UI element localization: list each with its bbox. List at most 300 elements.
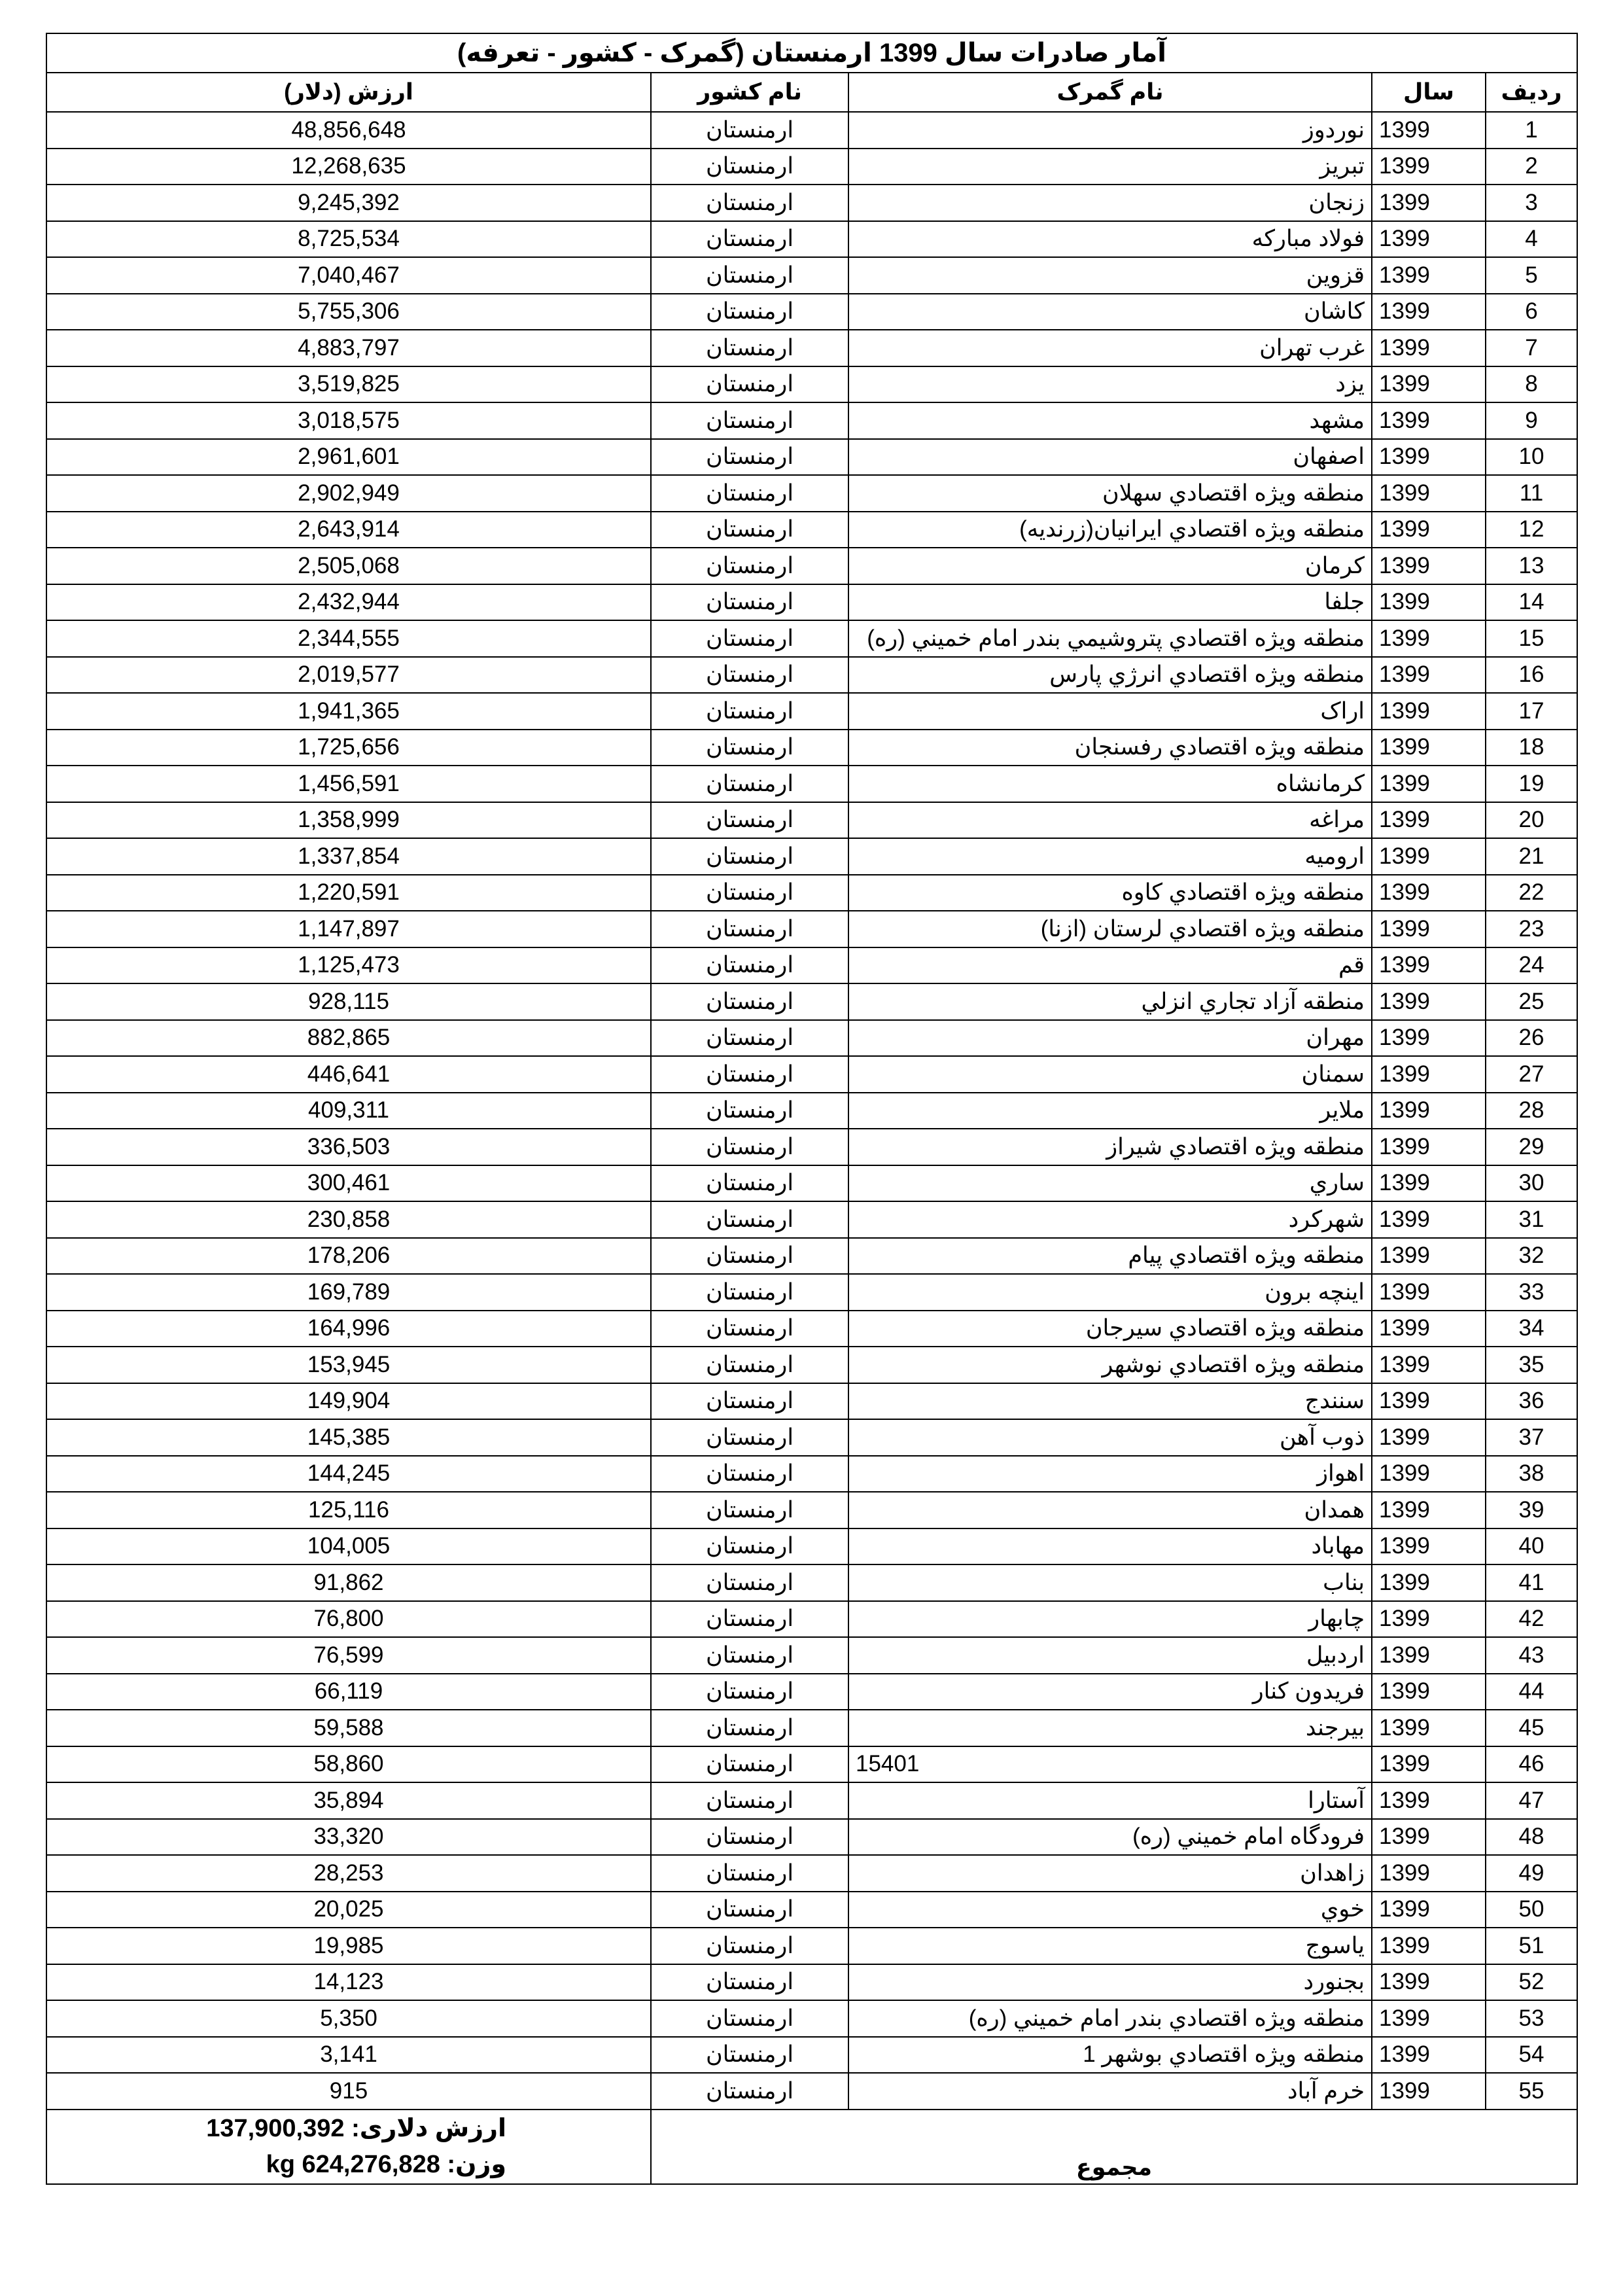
cell-customs: غرب تهران — [848, 330, 1372, 366]
cell-country: ارمنستان — [651, 2000, 848, 2037]
table-row — [46, 1710, 1577, 1746]
cell-country: ارمنستان — [651, 1710, 848, 1746]
table-row — [46, 2037, 1577, 2074]
cell-year: 1399 — [1372, 1129, 1486, 1165]
table-row — [46, 439, 1577, 476]
cell-country: ارمنستان — [651, 1674, 848, 1710]
cell-value: 20,025 — [46, 1892, 651, 1928]
cell-year: 1399 — [1372, 149, 1486, 185]
cell-customs: منطقه ويژه اقتصادي پيام — [848, 1238, 1372, 1275]
cell-row-number: 3 — [1486, 185, 1577, 221]
cell-year: 1399 — [1372, 1020, 1486, 1057]
cell-year: 1399 — [1372, 2000, 1486, 2037]
cell-country: ارمنستان — [651, 1238, 848, 1275]
cell-year: 1399 — [1372, 983, 1486, 1020]
cell-row-number: 54 — [1486, 2037, 1577, 2074]
table-row — [46, 1311, 1577, 1347]
cell-row-number: 35 — [1486, 1347, 1577, 1383]
totals-row — [46, 2110, 1577, 2184]
table-row — [46, 693, 1577, 730]
cell-value: 3,018,575 — [46, 402, 651, 439]
table-row — [46, 330, 1577, 366]
table-row — [46, 657, 1577, 694]
cell-customs: منطقه ويژه اقتصادي ايرانيان(زرنديه) — [848, 512, 1372, 548]
cell-year: 1399 — [1372, 1855, 1486, 1892]
cell-year: 1399 — [1372, 1964, 1486, 2001]
cell-country: ارمنستان — [651, 1274, 848, 1311]
cell-customs: بناب — [848, 1564, 1372, 1601]
cell-customs: منطقه آزاد تجاري انزلي — [848, 983, 1372, 1020]
cell-year: 1399 — [1372, 1056, 1486, 1093]
cell-row-number: 9 — [1486, 402, 1577, 439]
table-row — [46, 1964, 1577, 2001]
cell-year: 1399 — [1372, 693, 1486, 730]
cell-customs: اردبيل — [848, 1637, 1372, 1674]
cell-customs: قزوين — [848, 257, 1372, 294]
cell-row-number: 40 — [1486, 1528, 1577, 1565]
cell-country: ارمنستان — [651, 730, 848, 766]
table-row — [46, 2000, 1577, 2037]
cell-value: 28,253 — [46, 1855, 651, 1892]
table-row — [46, 1674, 1577, 1710]
cell-value: 882,865 — [46, 1020, 651, 1057]
cell-customs: منطقه ويژه اقتصادي لرستان (ازنا) — [848, 911, 1372, 947]
cell-value: 3,519,825 — [46, 366, 651, 403]
cell-customs: مشهد — [848, 402, 1372, 439]
table-row — [46, 1928, 1577, 1964]
table-row — [46, 1165, 1577, 1202]
cell-value: 2,902,949 — [46, 475, 651, 512]
cell-customs: مراغه — [848, 802, 1372, 839]
cell-year: 1399 — [1372, 1456, 1486, 1492]
cell-year: 1399 — [1372, 1238, 1486, 1275]
table-row — [46, 1419, 1577, 1456]
cell-country: ارمنستان — [651, 1819, 848, 1856]
cell-value: 2,505,068 — [46, 548, 651, 584]
cell-value: 178,206 — [46, 1238, 651, 1275]
cell-value: 300,461 — [46, 1165, 651, 1202]
table-row — [46, 149, 1577, 185]
cell-value: 230,858 — [46, 1201, 651, 1238]
table-row — [46, 1746, 1577, 1783]
cell-year: 1399 — [1372, 112, 1486, 149]
cell-year: 1399 — [1372, 620, 1486, 657]
cell-row-number: 2 — [1486, 149, 1577, 185]
cell-country: ارمنستان — [651, 1528, 848, 1565]
cell-value: 2,432,944 — [46, 584, 651, 621]
cell-country: ارمنستان — [651, 1383, 848, 1420]
cell-country: ارمنستان — [651, 875, 848, 911]
cell-year: 1399 — [1372, 911, 1486, 947]
header-row-number: ردیف — [1486, 73, 1577, 112]
cell-value: 104,005 — [46, 1528, 651, 1565]
cell-value: 915 — [46, 2073, 651, 2110]
cell-year: 1399 — [1372, 439, 1486, 476]
cell-country: ارمنستان — [651, 1456, 848, 1492]
cell-country: ارمنستان — [651, 439, 848, 476]
cell-value: 4,883,797 — [46, 330, 651, 366]
title-row — [46, 33, 1577, 73]
table-row — [46, 221, 1577, 258]
cell-year: 1399 — [1372, 475, 1486, 512]
cell-row-number: 16 — [1486, 657, 1577, 694]
cell-country: ارمنستان — [651, 584, 848, 621]
cell-customs: منطقه ويژه اقتصادي شيراز — [848, 1129, 1372, 1165]
cell-value: 153,945 — [46, 1347, 651, 1383]
cell-country: ارمنستان — [651, 1637, 848, 1674]
cell-value: 2,019,577 — [46, 657, 651, 694]
cell-year: 1399 — [1372, 875, 1486, 911]
cell-value: 1,725,656 — [46, 730, 651, 766]
cell-value: 2,344,555 — [46, 620, 651, 657]
cell-value: 1,125,473 — [46, 947, 651, 984]
cell-year: 1399 — [1372, 1601, 1486, 1638]
cell-year: 1399 — [1372, 1637, 1486, 1674]
cell-value: 1,220,591 — [46, 875, 651, 911]
cell-country: ارمنستان — [651, 802, 848, 839]
cell-value: 1,147,897 — [46, 911, 651, 947]
cell-value: 12,268,635 — [46, 149, 651, 185]
cell-year: 1399 — [1372, 366, 1486, 403]
cell-country: ارمنستان — [651, 911, 848, 947]
cell-year: 1399 — [1372, 1892, 1486, 1928]
cell-row-number: 46 — [1486, 1746, 1577, 1783]
cell-value: 3,141 — [46, 2037, 651, 2074]
cell-value: 2,961,601 — [46, 439, 651, 476]
cell-customs: كاشان — [848, 294, 1372, 330]
cell-country: ارمنستان — [651, 1419, 848, 1456]
cell-country: ارمنستان — [651, 1311, 848, 1347]
cell-country: ارمنستان — [651, 1746, 848, 1783]
cell-customs: ملاير — [848, 1093, 1372, 1129]
table-row — [46, 1492, 1577, 1528]
totals-cell — [46, 2110, 651, 2184]
cell-customs: فرودگاه امام خميني (ره) — [848, 1819, 1372, 1856]
cell-country: ارمنستان — [651, 766, 848, 802]
cell-row-number: 42 — [1486, 1601, 1577, 1638]
cell-year: 1399 — [1372, 294, 1486, 330]
cell-row-number: 29 — [1486, 1129, 1577, 1165]
table-row — [46, 512, 1577, 548]
cell-value: 8,725,534 — [46, 221, 651, 258]
cell-value: 9,245,392 — [46, 185, 651, 221]
cell-customs: فولاد مباركه — [848, 221, 1372, 258]
cell-year: 1399 — [1372, 1746, 1486, 1783]
cell-value: 446,641 — [46, 1056, 651, 1093]
cell-customs: منطقه ويژه اقتصادي رفسنجان — [848, 730, 1372, 766]
cell-row-number: 45 — [1486, 1710, 1577, 1746]
cell-customs: منطقه ويژه اقتصادي بوشهر 1 — [848, 2037, 1372, 2074]
cell-year: 1399 — [1372, 584, 1486, 621]
table-row — [46, 911, 1577, 947]
cell-year: 1399 — [1372, 730, 1486, 766]
cell-customs: ياسوج — [848, 1928, 1372, 1964]
cell-customs: كرمان — [848, 548, 1372, 584]
table-row — [46, 730, 1577, 766]
cell-country: ارمنستان — [651, 1892, 848, 1928]
cell-value: 1,941,365 — [46, 693, 651, 730]
table-row — [46, 766, 1577, 802]
cell-row-number: 47 — [1486, 1782, 1577, 1819]
cell-year: 1399 — [1372, 838, 1486, 875]
cell-country: ارمنستان — [651, 1964, 848, 2001]
cell-value: 1,358,999 — [46, 802, 651, 839]
cell-year: 1399 — [1372, 1383, 1486, 1420]
table-row — [46, 1819, 1577, 1856]
cell-country: ارمنستان — [651, 620, 848, 657]
cell-country: ارمنستان — [651, 1347, 848, 1383]
cell-value: 928,115 — [46, 983, 651, 1020]
cell-year: 1399 — [1372, 1311, 1486, 1347]
table-row — [46, 1347, 1577, 1383]
cell-country: ارمنستان — [651, 1056, 848, 1093]
cell-country: ارمنستان — [651, 1129, 848, 1165]
cell-row-number: 41 — [1486, 1564, 1577, 1601]
cell-customs: خوي — [848, 1892, 1372, 1928]
cell-country: ارمنستان — [651, 2073, 848, 2110]
cell-year: 1399 — [1372, 221, 1486, 258]
cell-row-number: 22 — [1486, 875, 1577, 911]
cell-customs: منطقه ويژه اقتصادي بندر امام خميني (ره) — [848, 2000, 1372, 2037]
cell-customs: زنجان — [848, 185, 1372, 221]
cell-row-number: 12 — [1486, 512, 1577, 548]
cell-country: ارمنستان — [651, 838, 848, 875]
cell-country: ارمنستان — [651, 1165, 848, 1202]
cell-row-number: 23 — [1486, 911, 1577, 947]
cell-value: 19,985 — [46, 1928, 651, 1964]
cell-year: 1399 — [1372, 802, 1486, 839]
cell-year: 1399 — [1372, 185, 1486, 221]
cell-country: ارمنستان — [651, 512, 848, 548]
cell-year: 1399 — [1372, 1347, 1486, 1383]
cell-customs: تبريز — [848, 149, 1372, 185]
cell-customs: مهاباد — [848, 1528, 1372, 1565]
cell-customs: اراک — [848, 693, 1372, 730]
cell-country: ارمنستان — [651, 149, 848, 185]
table-row — [46, 1528, 1577, 1565]
cell-row-number: 32 — [1486, 1238, 1577, 1275]
cell-row-number: 19 — [1486, 766, 1577, 802]
cell-customs: فريدون كنار — [848, 1674, 1372, 1710]
cell-customs: كرمانشاه — [848, 766, 1372, 802]
cell-customs: منطقه ويژه اقتصادي پتروشيمي بندر امام خميني (ره) — [848, 620, 1372, 657]
cell-country: ارمنستان — [651, 1093, 848, 1129]
cell-year: 1399 — [1372, 402, 1486, 439]
cell-row-number: 5 — [1486, 257, 1577, 294]
cell-year: 1399 — [1372, 1201, 1486, 1238]
cell-row-number: 13 — [1486, 548, 1577, 584]
cell-year: 1399 — [1372, 548, 1486, 584]
cell-year: 1399 — [1372, 1528, 1486, 1565]
cell-customs: بيرجند — [848, 1710, 1372, 1746]
cell-customs: 15401 — [848, 1746, 1372, 1783]
total-value: ارزش دلاری: 137,900,392 — [206, 2114, 506, 2142]
cell-value: 5,755,306 — [46, 294, 651, 330]
cell-country: ارمنستان — [651, 1782, 848, 1819]
cell-row-number: 43 — [1486, 1637, 1577, 1674]
cell-row-number: 6 — [1486, 294, 1577, 330]
cell-customs: يزد — [848, 366, 1372, 403]
cell-year: 1399 — [1372, 1492, 1486, 1528]
cell-value: 58,860 — [46, 1746, 651, 1783]
table-row — [46, 1274, 1577, 1311]
cell-customs: خرم آباد — [848, 2073, 1372, 2110]
table-title: آمار صادرات سال 1399 ارمنستان (گمرک - کشور - تعرفه) — [46, 33, 1577, 73]
cell-customs: قم — [848, 947, 1372, 984]
cell-row-number: 51 — [1486, 1928, 1577, 1964]
cell-year: 1399 — [1372, 1782, 1486, 1819]
cell-year: 1399 — [1372, 1674, 1486, 1710]
table-row — [46, 1201, 1577, 1238]
cell-country: ارمنستان — [651, 1855, 848, 1892]
cell-value: 76,599 — [46, 1637, 651, 1674]
cell-row-number: 38 — [1486, 1456, 1577, 1492]
cell-customs: سنندج — [848, 1383, 1372, 1420]
cell-customs: ذوب آهن — [848, 1419, 1372, 1456]
cell-country: ارمنستان — [651, 475, 848, 512]
cell-row-number: 52 — [1486, 1964, 1577, 2001]
cell-value: 145,385 — [46, 1419, 651, 1456]
cell-customs: منطقه ويژه اقتصادي انرژي پارس — [848, 657, 1372, 694]
cell-country: ارمنستان — [651, 366, 848, 403]
table-row — [46, 257, 1577, 294]
cell-country: ارمنستان — [651, 983, 848, 1020]
cell-year: 1399 — [1372, 766, 1486, 802]
table-row — [46, 802, 1577, 839]
cell-row-number: 25 — [1486, 983, 1577, 1020]
cell-country: ارمنستان — [651, 1492, 848, 1528]
cell-row-number: 4 — [1486, 221, 1577, 258]
cell-row-number: 30 — [1486, 1165, 1577, 1202]
cell-year: 1399 — [1372, 1165, 1486, 1202]
cell-customs: اروميه — [848, 838, 1372, 875]
cell-customs: مهران — [848, 1020, 1372, 1057]
table-row — [46, 185, 1577, 221]
cell-customs: ساري — [848, 1165, 1372, 1202]
cell-value: 149,904 — [46, 1383, 651, 1420]
cell-row-number: 14 — [1486, 584, 1577, 621]
table-row — [46, 2073, 1577, 2110]
cell-country: ارمنستان — [651, 185, 848, 221]
cell-country: ارمنستان — [651, 2037, 848, 2074]
table-row — [46, 1020, 1577, 1057]
cell-row-number: 49 — [1486, 1855, 1577, 1892]
cell-year: 1399 — [1372, 2073, 1486, 2110]
cell-year: 1399 — [1372, 512, 1486, 548]
cell-row-number: 33 — [1486, 1274, 1577, 1311]
cell-customs: منطقه ويژه اقتصادي سهلان — [848, 475, 1372, 512]
cell-value: 1,456,591 — [46, 766, 651, 802]
cell-year: 1399 — [1372, 1928, 1486, 1964]
cell-row-number: 20 — [1486, 802, 1577, 839]
cell-country: ارمنستان — [651, 112, 848, 149]
cell-row-number: 50 — [1486, 1892, 1577, 1928]
cell-country: ارمنستان — [651, 947, 848, 984]
cell-customs: شهركرد — [848, 1201, 1372, 1238]
table-row — [46, 475, 1577, 512]
table-row — [46, 620, 1577, 657]
cell-country: ارمنستان — [651, 1928, 848, 1964]
cell-value: 14,123 — [46, 1964, 651, 2001]
cell-row-number: 44 — [1486, 1674, 1577, 1710]
cell-row-number: 36 — [1486, 1383, 1577, 1420]
cell-year: 1399 — [1372, 1419, 1486, 1456]
cell-country: ارمنستان — [651, 693, 848, 730]
cell-row-number: 8 — [1486, 366, 1577, 403]
cell-value: 336,503 — [46, 1129, 651, 1165]
header-country: نام کشور — [651, 73, 848, 112]
cell-country: ارمنستان — [651, 1201, 848, 1238]
cell-customs: چابهار — [848, 1601, 1372, 1638]
table-row — [46, 1892, 1577, 1928]
cell-row-number: 17 — [1486, 693, 1577, 730]
sum-label: مجموع — [651, 2110, 1577, 2184]
table-row — [46, 1782, 1577, 1819]
cell-value: 169,789 — [46, 1274, 651, 1311]
table-row — [46, 947, 1577, 984]
cell-value: 164,996 — [46, 1311, 651, 1347]
cell-row-number: 21 — [1486, 838, 1577, 875]
table-row — [46, 1129, 1577, 1165]
cell-country: ارمنستان — [651, 402, 848, 439]
cell-customs: نوردوز — [848, 112, 1372, 149]
cell-value: 76,800 — [46, 1601, 651, 1638]
total-weight: وزن: 624,276,828 kg — [266, 2150, 506, 2178]
cell-customs: بجنورد — [848, 1964, 1372, 2001]
table-row — [46, 112, 1577, 149]
table-row — [46, 1637, 1577, 1674]
cell-year: 1399 — [1372, 330, 1486, 366]
cell-year: 1399 — [1372, 1564, 1486, 1601]
cell-year: 1399 — [1372, 1274, 1486, 1311]
cell-value: 35,894 — [46, 1782, 651, 1819]
cell-customs: منطقه ويژه اقتصادي نوشهر — [848, 1347, 1372, 1383]
cell-year: 1399 — [1372, 947, 1486, 984]
cell-value: 409,311 — [46, 1093, 651, 1129]
cell-year: 1399 — [1372, 1819, 1486, 1856]
cell-country: ارمنستان — [651, 1564, 848, 1601]
cell-customs: منطقه ويژه اقتصادي كاوه — [848, 875, 1372, 911]
header-value: ارزش (دلار) — [46, 73, 651, 112]
table-row — [46, 983, 1577, 1020]
cell-country: ارمنستان — [651, 330, 848, 366]
cell-customs: جلفا — [848, 584, 1372, 621]
exports-table — [46, 33, 1578, 2185]
cell-country: ارمنستان — [651, 657, 848, 694]
table-row — [46, 1456, 1577, 1492]
table-row — [46, 1056, 1577, 1093]
cell-row-number: 26 — [1486, 1020, 1577, 1057]
table-row — [46, 1601, 1577, 1638]
table-row — [46, 875, 1577, 911]
header-year: سال — [1372, 73, 1486, 112]
cell-value: 144,245 — [46, 1456, 651, 1492]
cell-customs: زاهدان — [848, 1855, 1372, 1892]
table-row — [46, 1238, 1577, 1275]
cell-customs: اصفهان — [848, 439, 1372, 476]
cell-value: 2,643,914 — [46, 512, 651, 548]
cell-value: 33,320 — [46, 1819, 651, 1856]
table-row — [46, 294, 1577, 330]
cell-value: 125,116 — [46, 1492, 651, 1528]
cell-year: 1399 — [1372, 1710, 1486, 1746]
cell-row-number: 53 — [1486, 2000, 1577, 2037]
table-row — [46, 838, 1577, 875]
cell-value: 66,119 — [46, 1674, 651, 1710]
cell-year: 1399 — [1372, 2037, 1486, 2074]
cell-row-number: 27 — [1486, 1056, 1577, 1093]
cell-country: ارمنستان — [651, 294, 848, 330]
